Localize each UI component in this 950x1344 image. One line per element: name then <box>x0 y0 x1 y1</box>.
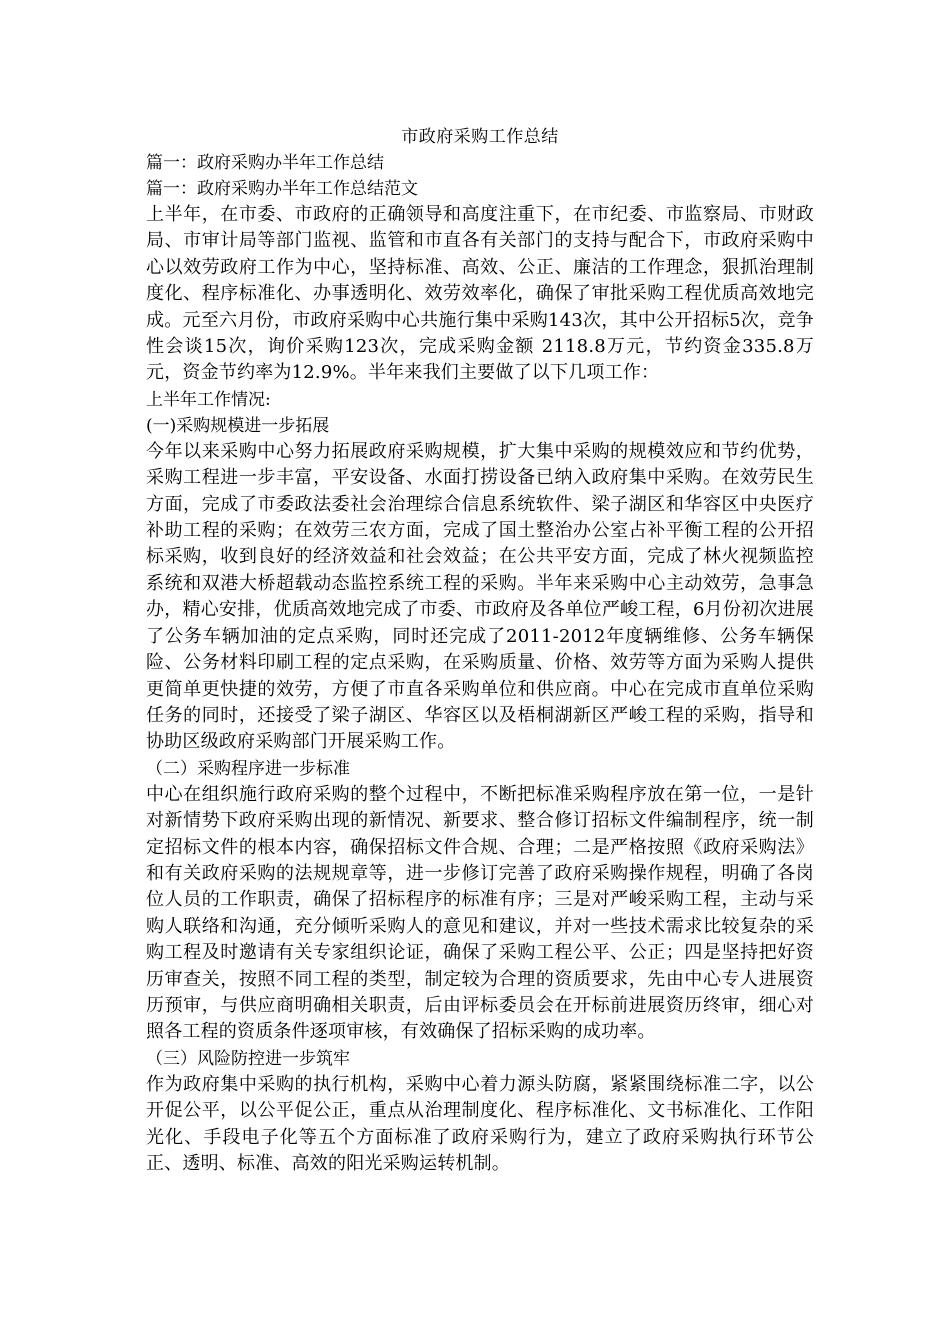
section-1-heading: (一)采购规模进一步拓展 <box>146 415 330 436</box>
section-3-heading: （三）风险防控进一步筑牢 <box>146 1048 350 1069</box>
heading-part-one: 篇一：政府采购办半年工作总结 <box>146 153 384 173</box>
document-body <box>146 124 814 1177</box>
section-2-paragraph: 中心在组织施行政府采购的整个过程中，不断把标准采购程序放在第一位，一是针对新情势下政府采购出现的新情况、新要求、整合修订招标文件编制程序，统一制定招标文件的根本内容，确保招标文件合规、合理；二是严格按照《政府采购法》和有关政府采购的法规规章等，进一步修订完善了政府采购操作规程，明确了各岗位人员的工作职责，确保了招标程序的标准有序；三是对严峻采购工程，主动与采购人联络和沟通，充分倾听采购人的意见和建议，并对一些技术需求比较复杂的采购工程及时邀请有关专家组织论证，确保了采购工程公平、公正；四是坚持把好资历审查关，按照不同工程的类型，制定较为合理的资质要求，先由中心专人进展资历预审，与供应商明确相关职责，后由评标委员会在开标前进展资历终审，细心对照各工程的资质条件逐项审核，有效确保了招标采购的成功率。 <box>146 783 814 1043</box>
heading-part-one-sample: 篇一：政府采购办半年工作总结范文 <box>146 179 418 199</box>
section-2-heading: （二）采购程序进一步标准 <box>146 758 350 779</box>
intro-paragraph: 上半年，在市委、市政府的正确领导和高度注重下，在市纪委、市监察局、市财政局、市审计局等部门监视、监管和市直各有关部门的支持与配合下，市政府采购中心以效劳政府工作为中心，坚持标准、高效、公正、廉洁的工作理念，狠抓治理制度化、程序标准化、办事透明化、效劳效率化，确保了审批采购工程优质高效地完成。元至六月份，市政府采购中心共施行集中采购143次，其中公开招标5次，竞争性会谈15次，询价采购123次，完成采购金额 2118.8万元，节约资金335.8万元，资金节约率为12.9%。半年来我们主要做了以下几项工作： <box>146 204 814 384</box>
document-title: 市政府采购工作总结 <box>401 127 559 147</box>
section-3-paragraph: 作为政府集中采购的执行机构，采购中心着力源头防腐，紧紧围绕标准二字，以公开促公平，以公平促公正，重点从治理制度化、程序标准化、文书标准化、工作阳光化、手段电子化等五个方面标准了政府采购行为，建立了政府采购执行环节公正、透明、标准、高效的阳光采购运转机制。 <box>146 1073 814 1174</box>
section-intro-heading: 上半年工作情况: <box>146 389 271 410</box>
section-1-paragraph: 今年以来采购中心努力拓展政府采购规模，扩大集中采购的规模效应和节约优势，采购工程进一步丰富，平安设备、水面打捞设备已纳入政府集中采购。在效劳民生方面，完成了市委政法委社会治理综合信息系统软件、梁子湖区和华容区中央医疗补助工程的采购；在效劳三农方面，完成了国土整治办公室占补平衡工程的公开招标采购，收到良好的经济效益和社会效益；在公共平安方面，完成了林火视频监控系统和双港大桥超载动态监控系统工程的采购。半年来采购中心主动效劳，急事急办，精心安排，优质高效地完成了市委、市政府及各单位严峻工程，6月份初次进展了公务车辆加油的定点采购，同时还完成了2011-2012年度辆维修、公务车辆保险、公务材料印刷工程的定点采购，在采购质量、价格、效劳等方面为采购人提供更简单更快捷的效劳，方便了市直各采购单位和供应商。中心在完成市直单位采购任务的同时，还接受了梁子湖区、华容区以及梧桐湖新区严峻工程的采购，指导和协助区级政府采购部门开展采购工作。 <box>146 440 814 753</box>
